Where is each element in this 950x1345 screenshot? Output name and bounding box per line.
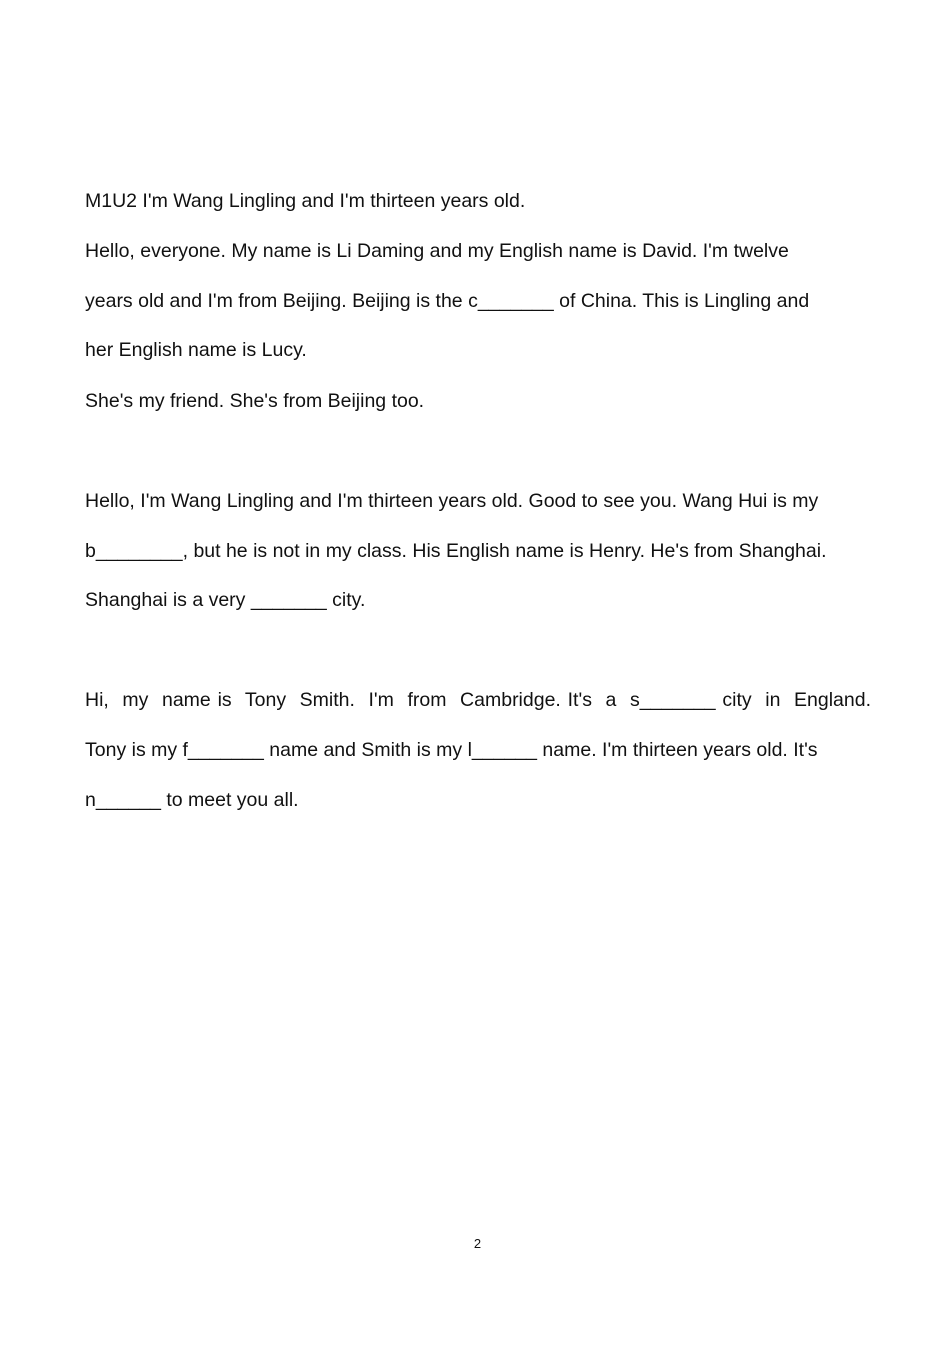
exercise-title: M1U2 I'm Wang Lingling and I'm thirteen years old. <box>85 190 526 212</box>
paragraph-3-line-1: Hi, my name is Tony Smith. I'm from Cambridge. It's a s_______ city in England. <box>85 689 871 711</box>
paragraph-1-line-2: years old and I'm from Beijing. Beijing is the c_______ of China. This is Lingling and <box>85 290 810 312</box>
paragraph-1-line-1: Hello, everyone. My name is Li Daming and my English name is David. I'm twelve <box>85 240 789 262</box>
page-number: 2 <box>473 1236 482 1251</box>
paragraph-1-line-3: her English name is Lucy. <box>85 339 307 361</box>
paragraph-2-line-2: b________, but he is not in my class. His English name is Henry. He's from Shanghai. <box>85 540 827 562</box>
paragraph-2-line-1: Hello, I'm Wang Lingling and I'm thirteen years old. Good to see you. Wang Hui is my <box>85 490 819 512</box>
paragraph-1-line-4: She's my friend. She's from Beijing too. <box>85 390 425 412</box>
paragraph-2-line-3: Shanghai is a very _______ city. <box>85 589 366 611</box>
paragraph-3-line-2: Tony is my f_______ name and Smith is my l______ name. I'm thirteen years old. It's <box>85 739 818 761</box>
paragraph-3-line-3: n______ to meet you all. <box>85 789 299 811</box>
